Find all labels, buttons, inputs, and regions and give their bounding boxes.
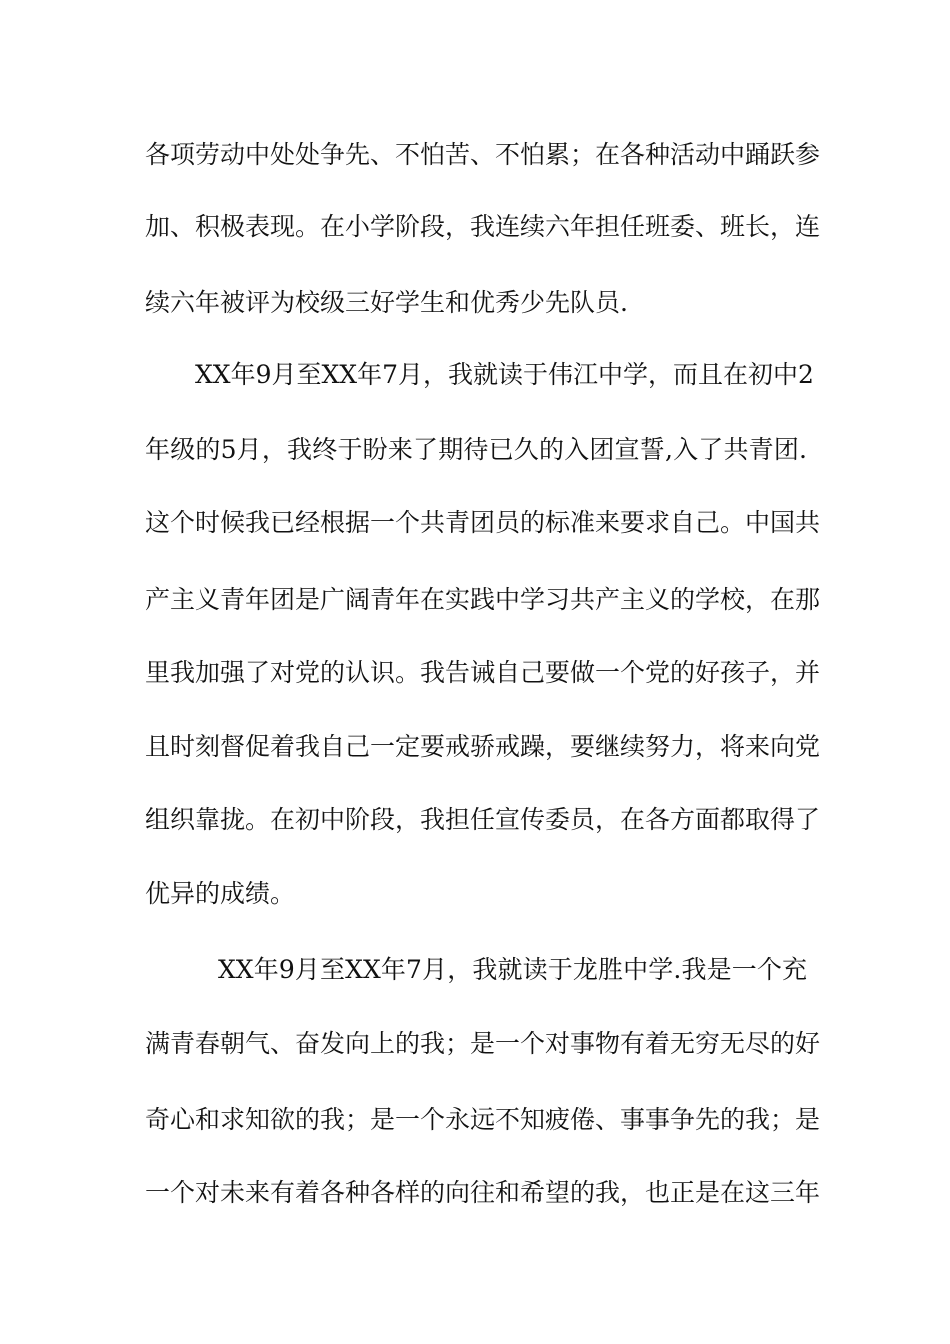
text-line-7: 产主义青年团是广阔青年在实践中学习共产主义的学校，在那 <box>145 585 821 614</box>
text-line-9: 且时刻督促着我自己一定要戒骄戒躁，要继续努力，将来向党 <box>145 732 821 761</box>
text-line-10: 组织靠拢。在初中阶段，我担任宣传委员，在各方面都取得了 <box>145 805 821 834</box>
text-line-11: 优异的成绩。 <box>145 879 296 908</box>
text-line-5: 年级的5月，我终于盼来了期待已久的入团宣誓,入了共青团. <box>145 435 807 464</box>
text-line-8: 里我加强了对党的认识。我告诫自己要做一个党的好孩子，并 <box>145 658 821 687</box>
text-line-15: 一个对未来有着各种各样的向往和希望的我，也正是在这三年 <box>145 1178 821 1207</box>
text-line-2: 加、积极表现。在小学阶段，我连续六年担任班委、班长，连 <box>145 212 821 241</box>
text-line-6: 这个时候我已经根据一个共青团员的标准来要求自己。中国共 <box>145 508 821 537</box>
text-line-13: 满青春朝气、奋发向上的我；是一个对事物有着无穷无尽的好 <box>145 1029 821 1058</box>
text-line-4: XX年9月至XX年7月，我就读于伟江中学，而且在初中2 <box>195 360 814 389</box>
text-line-12: XX年9月至XX年7月，我就读于龙胜中学.我是一个充 <box>218 955 807 984</box>
text-line-3: 续六年被评为校级三好学生和优秀少先队员. <box>145 288 628 317</box>
text-line-1: 各项劳动中处处争先、不怕苦、不怕累；在各种活动中踊跃参 <box>145 140 821 169</box>
text-line-14: 奇心和求知欲的我；是一个永远不知疲倦、事事争先的我；是 <box>145 1105 821 1134</box>
